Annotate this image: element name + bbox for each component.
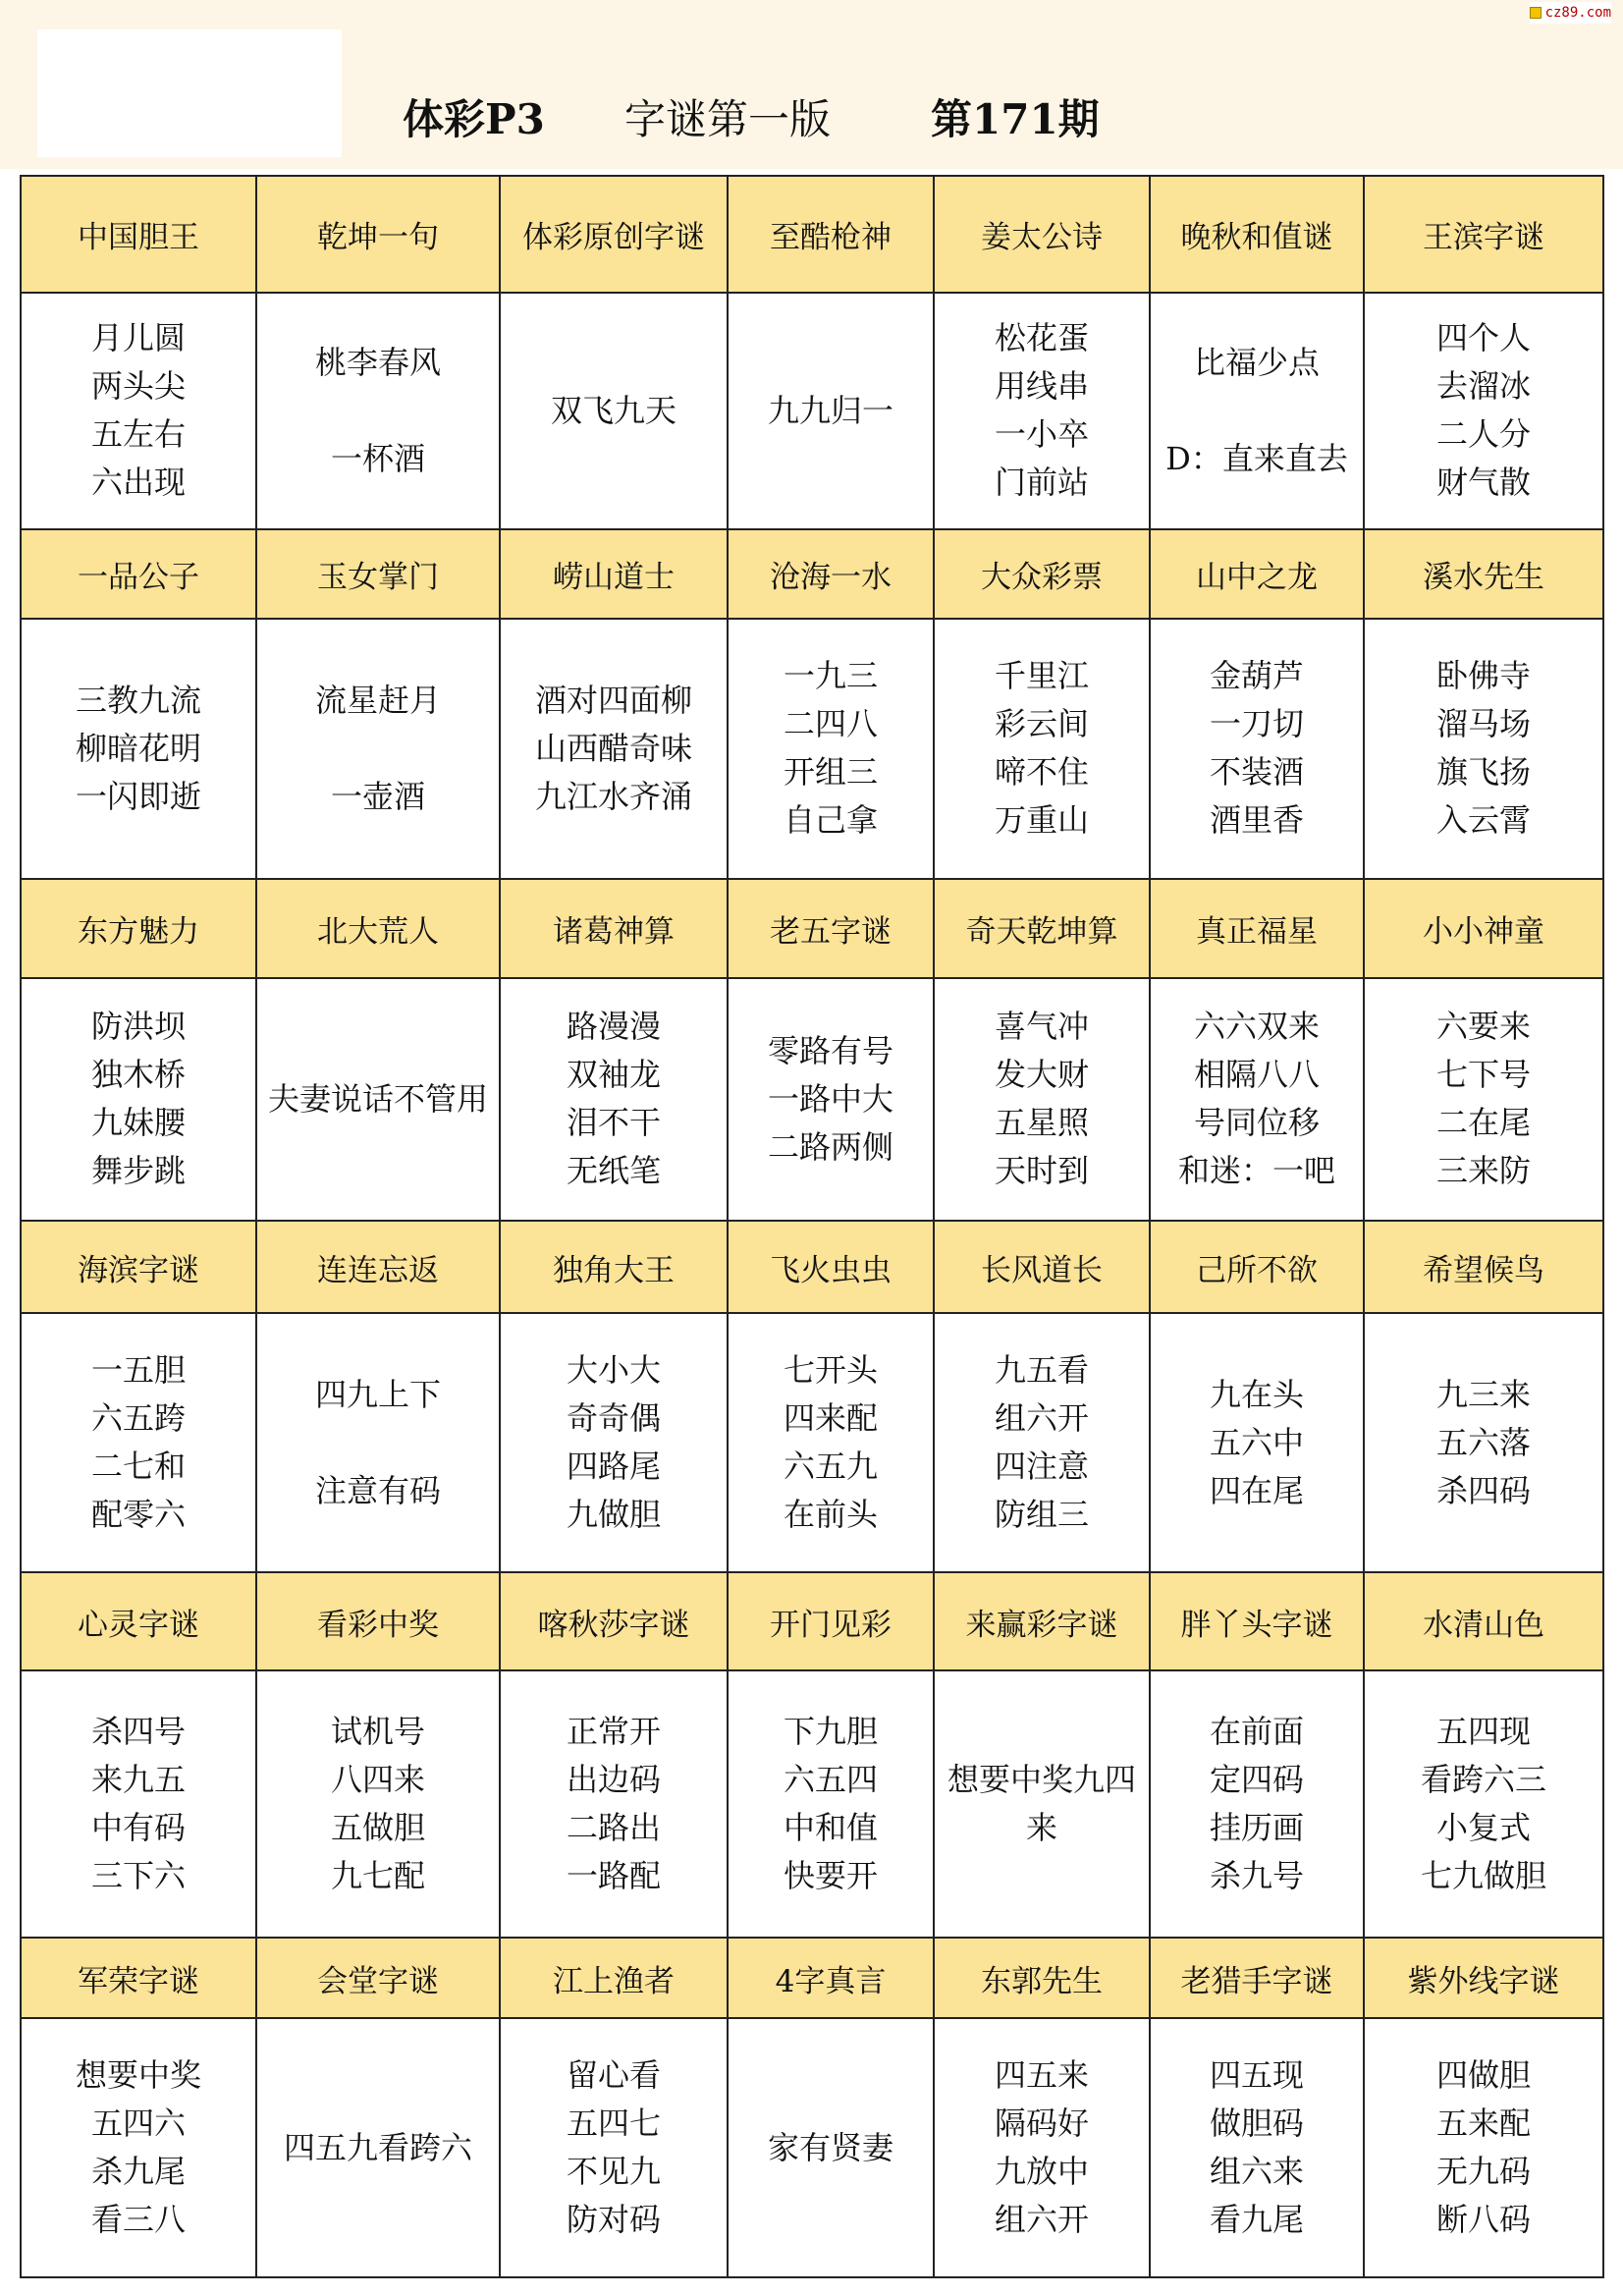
riddle-cell (1150, 293, 1364, 529)
column-title: 小小神童 (1364, 879, 1603, 978)
riddle-line: 双袖龙 (566, 1056, 661, 1094)
header-row (21, 176, 1603, 293)
riddle-cell (1150, 1670, 1364, 1938)
riddle-cell (21, 978, 256, 1221)
riddle-line: 五六中 (1209, 1423, 1304, 1461)
riddle-cell (1364, 1670, 1603, 1938)
riddle-row (21, 978, 1603, 1221)
riddle-cell (728, 1313, 934, 1571)
riddle-cell (1364, 293, 1603, 529)
riddle-line: 九放中 (994, 2153, 1089, 2191)
riddle-line: 试机号 (330, 1713, 425, 1751)
riddle-line: 财气散 (1435, 464, 1531, 502)
riddle-line: 七九做胆 (1420, 1857, 1546, 1895)
riddle-line: 出边码 (566, 1761, 661, 1799)
riddle-cell (934, 293, 1150, 529)
riddle-cell (934, 1670, 1150, 1938)
riddle-line: 定四码 (1209, 1761, 1304, 1799)
column-title: 连连忘返 (256, 1221, 500, 1314)
riddle-line: 开组三 (783, 753, 878, 792)
riddle-cell (728, 1670, 934, 1938)
riddle-line: 六要来 (1435, 1008, 1531, 1046)
riddle-line: 山西醋奇味 (534, 729, 692, 767)
riddle-row (21, 619, 1603, 879)
riddle-line: 三来防 (1435, 1152, 1531, 1190)
riddle-line: 喜气冲 (994, 1008, 1089, 1046)
header-row (21, 1221, 1603, 1314)
riddle-cell (256, 1670, 500, 1938)
riddle-line: 二路出 (566, 1809, 661, 1847)
riddle-line: 一壶酒 (330, 777, 425, 815)
riddle-line: 五四六 (90, 2105, 186, 2143)
riddle-line: 杀四号 (90, 1713, 186, 1751)
riddle-row (21, 293, 1603, 529)
column-title: 奇天乾坤算 (934, 879, 1150, 978)
riddle-line: 酒对四面柳 (534, 681, 692, 719)
header-row (21, 529, 1603, 619)
riddle-line: 四五九看跨六 (283, 2128, 472, 2166)
riddle-line: 四五现 (1209, 2056, 1304, 2095)
column-title: 军荣字谜 (21, 1938, 256, 2018)
riddle-line: 隔码好 (994, 2105, 1089, 2143)
riddle-line: D：直来直去 (1165, 439, 1348, 477)
riddle-cell (1150, 978, 1364, 1221)
riddle-cell (500, 978, 728, 1221)
riddle-line: 双飞九天 (550, 391, 676, 429)
column-title: 晚秋和值谜 (1150, 176, 1364, 293)
column-title: 东方魅力 (21, 879, 256, 978)
riddle-line: 泪不干 (566, 1104, 661, 1142)
column-title: 真正福星 (1150, 879, 1364, 978)
line-gap (261, 387, 495, 435)
column-title: 玉女掌门 (256, 529, 500, 619)
column-title: 溪水先生 (1364, 529, 1603, 619)
riddle-table (20, 175, 1604, 2278)
riddle-cell (500, 1313, 728, 1571)
column-title: 胖丫头字谜 (1150, 1572, 1364, 1671)
line-gap (261, 1419, 495, 1467)
riddle-line: 在前头 (783, 1496, 878, 1534)
riddle-line: 四九上下 (314, 1375, 441, 1413)
riddle-line: 五星照 (994, 1104, 1089, 1142)
riddle-cell (21, 1313, 256, 1571)
riddle-line: 下九胆 (783, 1713, 878, 1751)
riddle-line: 柳暗花明 (75, 729, 201, 767)
column-title: 王滨字谜 (1364, 176, 1603, 293)
riddle-line: 不装酒 (1209, 753, 1304, 792)
riddle-line: 桃李春风 (314, 343, 441, 381)
riddle-line: 正常开 (566, 1713, 661, 1751)
column-title: 独角大王 (500, 1221, 728, 1314)
riddle-cell (500, 293, 728, 529)
riddle-cell (1150, 2018, 1364, 2277)
riddle-line: 做胆码 (1209, 2105, 1304, 2143)
riddle-line: 看跨六三 (1420, 1761, 1546, 1799)
riddle-line: 无纸笔 (566, 1152, 661, 1190)
riddle-line: 相隔八八 (1193, 1056, 1320, 1094)
riddle-cell (728, 293, 934, 529)
riddle-line: 六六双来 (1193, 1008, 1320, 1046)
column-title: 沧海一水 (728, 529, 934, 619)
riddle-line: 去溜冰 (1435, 367, 1531, 406)
header-row (21, 879, 1603, 978)
riddle-line: 九妹腰 (90, 1104, 186, 1142)
column-title: 海滨字谜 (21, 1221, 256, 1314)
riddle-line: 奇奇偶 (566, 1399, 661, 1438)
riddle-line: 在前面 (1209, 1713, 1304, 1751)
riddle-line: 酒里香 (1209, 801, 1304, 840)
riddle-line: 组六开 (994, 2201, 1089, 2239)
riddle-cell (256, 1313, 500, 1571)
riddle-line: 四做胆 (1435, 2056, 1531, 2095)
riddle-line: 五来配 (1435, 2105, 1531, 2143)
riddle-cell (21, 619, 256, 879)
riddle-cell (21, 293, 256, 529)
riddle-line: 四在尾 (1209, 1471, 1304, 1509)
riddle-line: 彩云间 (994, 705, 1089, 743)
column-title: 喀秋莎字谜 (500, 1572, 728, 1671)
riddle-line: 卧佛寺 (1435, 657, 1531, 695)
riddle-line: 流星赶月 (314, 681, 441, 719)
watermark (1530, 2, 1611, 24)
riddle-line: 发大财 (994, 1056, 1089, 1094)
riddle-line: 六五九 (783, 1448, 878, 1486)
riddle-line: 一小卒 (994, 415, 1089, 454)
riddle-line: 家有贤妻 (767, 2128, 893, 2166)
riddle-cell (934, 2018, 1150, 2277)
riddle-line: 配零六 (90, 1496, 186, 1534)
riddle-line: 溜马场 (1435, 705, 1531, 743)
riddle-line: 无九码 (1435, 2153, 1531, 2191)
riddle-line: 九在头 (1209, 1375, 1304, 1413)
riddle-line: 五做胆 (330, 1809, 425, 1847)
riddle-line: 四五来 (994, 2056, 1089, 2095)
riddle-line: 一杯酒 (330, 439, 425, 477)
riddle-row (21, 1313, 1603, 1571)
riddle-row (21, 2018, 1603, 2277)
column-title: 看彩中奖 (256, 1572, 500, 1671)
riddle-line: 注意有码 (314, 1471, 441, 1509)
riddle-line: 来九五 (90, 1761, 186, 1799)
riddle-line: 六五四 (783, 1761, 878, 1799)
column-title: 己所不欲 (1150, 1221, 1364, 1314)
riddle-cell (1364, 978, 1603, 1221)
riddle-cell (256, 2018, 500, 2277)
riddle-line: 一刀切 (1209, 705, 1304, 743)
blank-patch (37, 29, 342, 157)
riddle-line: 九江水齐涌 (534, 777, 692, 815)
column-title: 飞火虫虫 (728, 1221, 934, 1314)
riddle-row (21, 1670, 1603, 1938)
riddle-line: 九七配 (330, 1857, 425, 1895)
riddle-line: 五四七 (566, 2105, 661, 2143)
column-title: 老五字谜 (728, 879, 934, 978)
riddle-cell (1150, 619, 1364, 879)
riddle-line: 松花蛋 (994, 319, 1089, 357)
riddle-line: 五左右 (90, 415, 186, 454)
column-title: 希望候鸟 (1364, 1221, 1603, 1314)
riddle-line: 零路有号 (767, 1031, 893, 1069)
riddle-cell (934, 978, 1150, 1221)
riddle-cell (500, 619, 728, 879)
riddle-line: 路漫漫 (566, 1008, 661, 1046)
riddle-cell (1150, 1313, 1364, 1571)
riddle-line: 杀九尾 (90, 2153, 186, 2191)
riddle-line: 小复式 (1435, 1809, 1531, 1847)
column-title: 山中之龙 (1150, 529, 1364, 619)
riddle-line: 啼不住 (994, 753, 1089, 792)
riddle-line: 七开头 (783, 1351, 878, 1390)
issue-number: 第171期 (931, 95, 1100, 143)
riddle-line: 两头尖 (90, 367, 186, 406)
column-title: 一品公子 (21, 529, 256, 619)
riddle-cell (21, 1670, 256, 1938)
column-title: 诸葛神算 (500, 879, 728, 978)
riddle-line: 入云霄 (1435, 801, 1531, 840)
column-title: 老猎手字谜 (1150, 1938, 1364, 2018)
riddle-line: 旗飞扬 (1435, 753, 1531, 792)
riddle-line: 想要中奖 (75, 2056, 201, 2095)
riddle-line: 快要开 (783, 1857, 878, 1895)
header-row (21, 1938, 1603, 2018)
riddle-line: 看三八 (90, 2201, 186, 2239)
riddle-line: 四来配 (783, 1399, 878, 1438)
column-title: 心灵字谜 (21, 1572, 256, 1671)
riddle-line: 金葫芦 (1209, 657, 1304, 695)
column-title: 4字真言 (728, 1938, 934, 2018)
riddle-cell (934, 619, 1150, 879)
column-title: 乾坤一句 (256, 176, 500, 293)
column-title: 姜太公诗 (934, 176, 1150, 293)
riddle-cell (728, 978, 934, 1221)
riddle-line: 四个人 (1435, 319, 1531, 357)
column-title: 崂山道士 (500, 529, 728, 619)
riddle-line: 中有码 (90, 1809, 186, 1847)
riddle-line: 三下六 (90, 1857, 186, 1895)
riddle-line: 八四来 (330, 1761, 425, 1799)
riddle-line: 二在尾 (1435, 1104, 1531, 1142)
line-gap (1155, 387, 1359, 435)
column-title: 中国胆王 (21, 176, 256, 293)
riddle-line: 九五看 (994, 1351, 1089, 1390)
riddle-line: 千里江 (994, 657, 1089, 695)
riddle-line: 和迷：一吧 (1177, 1152, 1335, 1190)
riddle-line: 舞步跳 (90, 1152, 186, 1190)
riddle-line: 用线串 (994, 367, 1089, 406)
riddle-line: 断八码 (1435, 2201, 1531, 2239)
column-title: 会堂字谜 (256, 1938, 500, 2018)
riddle-line: 留心看 (566, 2056, 661, 2095)
riddle-cell (934, 1313, 1150, 1571)
riddle-line: 挂历画 (1209, 1809, 1304, 1847)
riddle-line: 四路尾 (566, 1448, 661, 1486)
header-row (21, 1572, 1603, 1671)
riddle-line: 比福少点 (1193, 343, 1320, 381)
riddle-cell (256, 619, 500, 879)
riddle-line: 九九归一 (767, 391, 893, 429)
riddle-line: 九做胆 (566, 1496, 661, 1534)
riddle-line: 杀九号 (1209, 1857, 1304, 1895)
riddle-line: 组六开 (994, 1399, 1089, 1438)
riddle-line: 大小大 (566, 1351, 661, 1390)
riddle-line: 一九三 (783, 657, 878, 695)
riddle-cell (1364, 619, 1603, 879)
riddle-line: 一路配 (566, 1857, 661, 1895)
riddle-line: 夫妻说话不管用 (267, 1079, 488, 1118)
riddle-cell (21, 2018, 256, 2277)
riddle-line: 防对码 (566, 2201, 661, 2239)
riddle-cell (500, 2018, 728, 2277)
riddle-line: 想要中奖九四来 (947, 1761, 1136, 1847)
riddle-line: 三教九流 (75, 681, 201, 719)
riddle-cell (728, 619, 934, 879)
column-title: 水清山色 (1364, 1572, 1603, 1671)
riddle-line: 组六来 (1209, 2153, 1304, 2191)
riddle-line: 防洪坝 (90, 1008, 186, 1046)
watermark-logo-icon (1530, 7, 1542, 19)
column-title: 至酷枪神 (728, 176, 934, 293)
column-title: 紫外线字谜 (1364, 1938, 1603, 2018)
riddle-line: 门前站 (994, 464, 1089, 502)
edition-title: 字谜第一版 (624, 95, 832, 143)
riddle-cell (1364, 1313, 1603, 1571)
line-gap (261, 725, 495, 773)
column-title: 来赢彩字谜 (934, 1572, 1150, 1671)
riddle-line: 一五胆 (90, 1351, 186, 1390)
riddle-cell (256, 978, 500, 1221)
riddle-line: 杀四码 (1435, 1471, 1531, 1509)
column-title: 开门见彩 (728, 1572, 934, 1671)
riddle-line: 四注意 (994, 1448, 1089, 1486)
riddle-line: 中和值 (783, 1809, 878, 1847)
riddle-line: 自己拿 (783, 801, 878, 840)
column-title: 体彩原创字谜 (500, 176, 728, 293)
riddle-line: 号同位移 (1193, 1104, 1320, 1142)
riddle-line: 天时到 (994, 1152, 1089, 1190)
column-title: 大众彩票 (934, 529, 1150, 619)
riddle-cell (256, 293, 500, 529)
riddle-line: 六五跨 (90, 1399, 186, 1438)
riddle-line: 七下号 (1435, 1056, 1531, 1094)
riddle-line: 月儿圆 (90, 319, 186, 357)
column-title: 东郭先生 (934, 1938, 1150, 2018)
riddle-line: 二七和 (90, 1448, 186, 1486)
riddle-line: 不见九 (566, 2153, 661, 2191)
riddle-line: 二人分 (1435, 415, 1531, 454)
riddle-line: 九三来 (1435, 1375, 1531, 1413)
riddle-line: 二四八 (783, 705, 878, 743)
riddle-line: 独木桥 (90, 1056, 186, 1094)
column-title: 北大荒人 (256, 879, 500, 978)
riddle-line: 一路中大 (767, 1079, 893, 1118)
riddle-line: 五四现 (1435, 1713, 1531, 1751)
riddle-cell (728, 2018, 934, 2277)
lottery-title: 体彩P3 (403, 95, 545, 143)
riddle-line: 看九尾 (1209, 2201, 1304, 2239)
watermark-text: cz89.com (1544, 5, 1611, 21)
riddle-cell (500, 1670, 728, 1938)
riddle-line: 防组三 (994, 1496, 1089, 1534)
column-title: 江上渔者 (500, 1938, 728, 2018)
riddle-line: 一闪即逝 (75, 777, 201, 815)
column-title: 长风道长 (934, 1221, 1150, 1314)
riddle-line: 六出现 (90, 464, 186, 502)
riddle-cell (1364, 2018, 1603, 2277)
riddle-line: 二路两侧 (767, 1127, 893, 1166)
riddle-line: 万重山 (994, 801, 1089, 840)
riddle-line: 五六落 (1435, 1423, 1531, 1461)
